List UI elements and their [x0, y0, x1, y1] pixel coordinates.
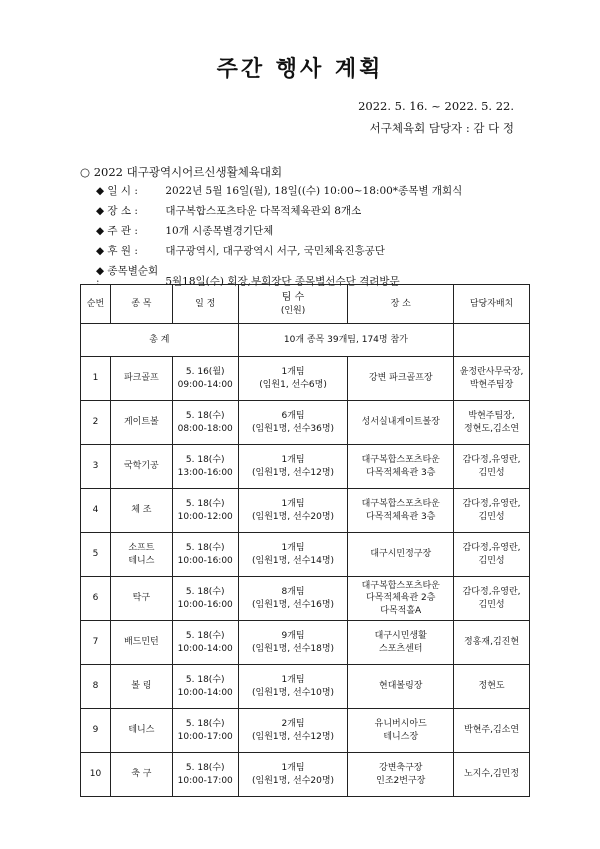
row-teams — [238, 533, 348, 577]
row-staff: 감다정,유영란, 김민성 — [454, 533, 530, 577]
info-label: ◆ 종목별순회 : — [96, 265, 159, 288]
row-no: 8 — [81, 665, 111, 709]
row-staff: 정현도 — [454, 665, 530, 709]
row-time: 10:00-14:00 — [177, 687, 233, 698]
row-staff: 감다정,유영란, 김민성 — [454, 445, 530, 489]
row-team-count: 6개팀 — [281, 411, 305, 422]
row-date: 5. 16(월) — [185, 367, 225, 378]
row-schedule — [172, 357, 238, 401]
row-team-count: 1개팀 — [281, 367, 305, 378]
row-schedule — [172, 445, 238, 489]
row-people: (임원1명, 선수20명) — [251, 511, 335, 522]
info-label: ◆ 일 시 : — [96, 185, 138, 197]
row-team-count: 2개팀 — [281, 719, 305, 730]
header-staff: 담당자배치 — [454, 285, 530, 324]
row-schedule — [172, 577, 238, 621]
row-teams — [238, 709, 348, 753]
info-line-sponsor — [96, 246, 566, 257]
row-sport: 체 조 — [110, 489, 172, 533]
table-row — [81, 357, 530, 401]
row-schedule — [172, 533, 238, 577]
row-sport: 게이트볼 — [110, 401, 172, 445]
row-teams — [238, 577, 348, 621]
total-label: 총 계 — [81, 324, 239, 357]
row-staff: 윤정란사무국장, 박현주팀장 — [454, 357, 530, 401]
total-row — [81, 324, 530, 357]
row-team-count: 1개팀 — [281, 543, 305, 554]
table-row — [81, 709, 530, 753]
row-teams — [238, 357, 348, 401]
table-row — [81, 665, 530, 709]
row-no: 6 — [81, 577, 111, 621]
row-team-count: 8개팀 — [281, 587, 305, 598]
row-no: 10 — [81, 753, 111, 797]
row-date: 5. 18(수) — [185, 675, 225, 686]
info-value: 대구복합스포츠타운 다목적체육관외 8개소 — [165, 205, 362, 217]
row-date: 5. 18(수) — [185, 763, 225, 774]
header-no: 순번 — [81, 285, 111, 324]
row-people: (임원1명, 선수36명) — [251, 423, 335, 434]
row-staff: 박현주팀장, 정현도,김소연 — [454, 401, 530, 445]
header-teams — [238, 285, 348, 324]
row-people: (임원1명, 선수20명) — [251, 775, 335, 786]
row-time: 10:00-17:00 — [177, 731, 233, 742]
row-sport: 테니스 — [110, 709, 172, 753]
row-venue: 대구복합스포츠타운 다목적체육관 3층 — [348, 489, 454, 533]
info-line-host — [96, 226, 566, 237]
row-venue: 현대볼링장 — [348, 665, 454, 709]
row-venue: 대구시민생활 스포츠센터 — [348, 621, 454, 665]
row-date: 5. 18(수) — [185, 499, 225, 510]
row-sport: 파크골프 — [110, 357, 172, 401]
row-teams — [238, 753, 348, 797]
table-row — [81, 489, 530, 533]
row-time: 10:00-16:00 — [177, 555, 233, 566]
row-venue: 강변축구장 인조2번구장 — [348, 753, 454, 797]
row-staff: 박현주,김소연 — [454, 709, 530, 753]
info-value: 대구광역시, 대구광역시 서구, 국민체육진흥공단 — [165, 245, 385, 257]
row-team-count: 9개팀 — [281, 631, 305, 642]
info-value: 5월18일(수) 회장,부회장단 종목별선수단 격려방문 — [165, 275, 400, 288]
row-teams — [238, 445, 348, 489]
row-no: 4 — [81, 489, 111, 533]
table-row — [81, 445, 530, 489]
person-in-charge: 서구체육회 담당자 : 감 다 정 — [369, 121, 514, 135]
row-date: 5. 18(수) — [185, 455, 225, 466]
total-value: 10개 종목 39개팀, 174명 참가 — [238, 324, 453, 357]
row-sport: 축 구 — [110, 753, 172, 797]
row-team-count: 1개팀 — [281, 763, 305, 774]
row-time: 09:00-14:00 — [177, 379, 233, 390]
row-date: 5. 18(수) — [185, 631, 225, 642]
header-venue: 장 소 — [348, 285, 454, 324]
row-date: 5. 18(수) — [185, 411, 225, 422]
row-team-count: 1개팀 — [281, 499, 305, 510]
row-staff: 노지수,김민정 — [454, 753, 530, 797]
table-row — [81, 577, 530, 621]
row-no: 7 — [81, 621, 111, 665]
header-teams-sub: (인원) — [280, 305, 306, 316]
row-time: 10:00-12:00 — [177, 511, 233, 522]
row-people: (임원1, 선수6명) — [259, 379, 327, 390]
row-time: 10:00-16:00 — [177, 599, 233, 610]
table-row — [81, 401, 530, 445]
info-line-date — [96, 186, 566, 197]
row-sport: 탁구 — [110, 577, 172, 621]
row-teams — [238, 489, 348, 533]
row-people: (임원1명, 선수16명) — [251, 599, 335, 610]
row-sport: 배드민턴 — [110, 621, 172, 665]
info-label: ◆ 주 관 : — [96, 225, 138, 237]
table-header-row — [81, 285, 530, 324]
row-staff: 감다정,유영란, 김민성 — [454, 577, 530, 621]
row-schedule — [172, 665, 238, 709]
row-schedule — [172, 489, 238, 533]
header-sport: 종 목 — [110, 285, 172, 324]
row-sport: 볼 링 — [110, 665, 172, 709]
row-schedule — [172, 401, 238, 445]
schedule-table — [80, 284, 530, 797]
info-value: 2022년 5월 16일(월), 18일((수) 10:00~18:00*종목별 개회식 — [165, 185, 463, 197]
row-venue: 대구복합스포츠타운 다목적체육관 3층 — [348, 445, 454, 489]
row-people: (임원1명, 선수10명) — [251, 687, 335, 698]
row-team-count: 1개팀 — [281, 455, 305, 466]
row-schedule — [172, 621, 238, 665]
row-venue: 성서실내게이트볼장 — [348, 401, 454, 445]
row-time: 08:00-18:00 — [177, 423, 233, 434]
event-title: ○ 2022 대구광역시어르신생활체육대회 — [80, 165, 283, 179]
row-staff: 정홍재,김진현 — [454, 621, 530, 665]
row-people: (임원1명, 선수14명) — [251, 555, 335, 566]
row-date: 5. 18(수) — [185, 719, 225, 730]
header-teams-label: 팀 수 — [281, 292, 305, 304]
table-row — [81, 753, 530, 797]
row-no: 9 — [81, 709, 111, 753]
row-venue: 대구복합스포츠타운 다목적체육관 2층 다목적홀A — [348, 577, 454, 621]
row-schedule — [172, 753, 238, 797]
header-schedule: 일 정 — [172, 285, 238, 324]
row-no: 1 — [81, 357, 111, 401]
date-range: 2022. 5. 16. ~ 2022. 5. 22. — [358, 99, 514, 113]
row-no: 3 — [81, 445, 111, 489]
row-teams — [238, 665, 348, 709]
row-no: 5 — [81, 533, 111, 577]
info-value: 10개 시종목별경기단체 — [165, 225, 274, 237]
total-empty — [454, 324, 530, 357]
row-date: 5. 18(수) — [185, 543, 225, 554]
table-row — [81, 621, 530, 665]
info-label: ◆ 후 원 : — [96, 245, 138, 257]
row-sport: 국학기공 — [110, 445, 172, 489]
row-venue: 유니버시아드 테니스장 — [348, 709, 454, 753]
info-label: ◆ 장 소 : — [96, 205, 138, 217]
row-no: 2 — [81, 401, 111, 445]
row-people: (임원1명, 선수18명) — [251, 643, 335, 654]
row-venue: 대구시민정구장 — [348, 533, 454, 577]
info-line-venue — [96, 206, 566, 217]
row-people: (임원1명, 선수12명) — [251, 731, 335, 742]
table-row — [81, 533, 530, 577]
row-team-count: 1개팀 — [281, 675, 305, 686]
page-title: 주간 행사 계획 — [216, 56, 384, 82]
row-venue: 강변 파크골프장 — [348, 357, 454, 401]
row-teams — [238, 401, 348, 445]
row-schedule — [172, 709, 238, 753]
row-teams — [238, 621, 348, 665]
table-body — [81, 324, 530, 797]
row-time: 10:00-17:00 — [177, 775, 233, 786]
row-time: 13:00-16:00 — [177, 467, 233, 478]
row-sport: 소프트 테니스 — [110, 533, 172, 577]
row-time: 10:00-14:00 — [177, 643, 233, 654]
row-staff: 감다정,유영란, 김민성 — [454, 489, 530, 533]
row-date: 5. 18(수) — [185, 587, 225, 598]
row-people: (임원1명, 선수12명) — [251, 467, 335, 478]
